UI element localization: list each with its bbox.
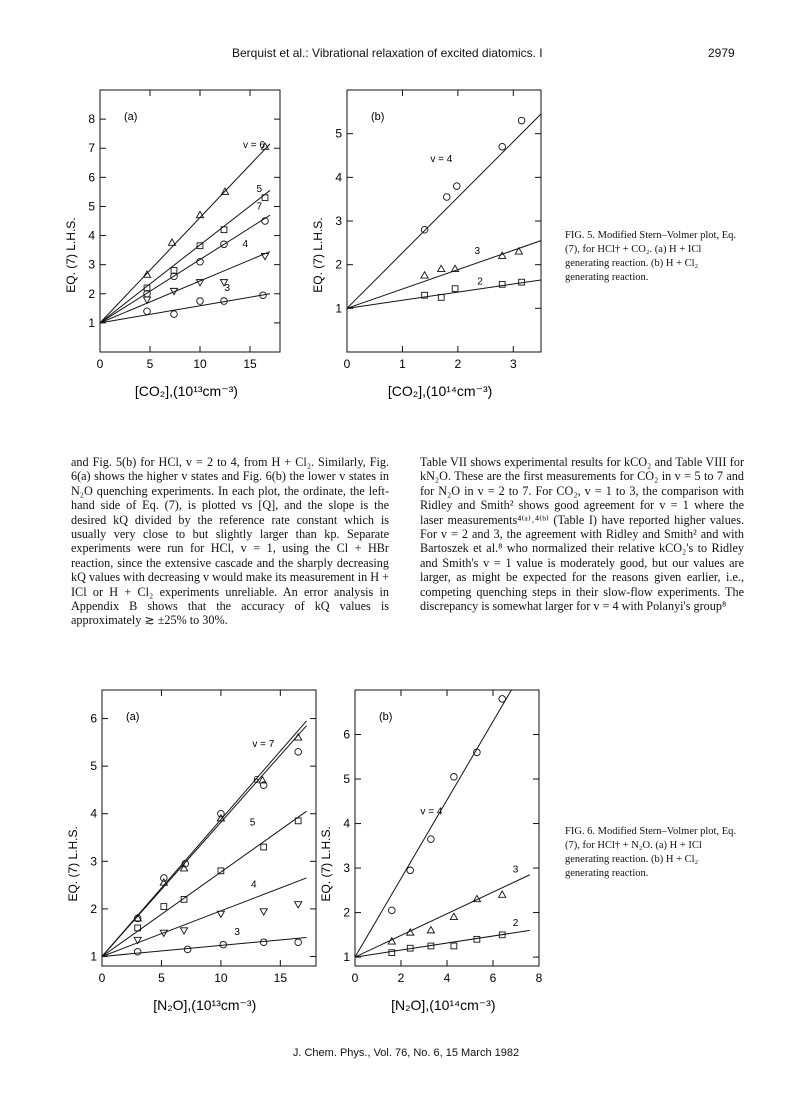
data-point-circle: [184, 946, 191, 953]
right-paragraph: Table VII shows experimental results for kCO₂ and Table VIII for kN₂O. These are the first measurements for CO₂ in v = 5 to 7 and for N₂O in v = 2 to 7. For CO₂, v = 1 to 3, the comparison with Ridley and Smith² shows good agreement for v = 1 where the laser measurements⁴⁽ᵃ⁾˒⁴⁽ᵇ⁾ (Table I) have reported higher values. For v = 2 and 3, the agreement with Ridley and Smith² and with Bartoszek et al.⁸ who normalized their relative kCO₂'s to Ridley and Smith's v = 1 value is moderately good, but our values are larger, as might be expected for the reasons given earlier, i.e., competing quenching steps in their slow-flow experiments. The discrepancy is somewhat larger for v = 4 with Polanyi's group⁸: [420, 455, 744, 614]
fit-line: [100, 294, 270, 323]
series-label: 3: [512, 864, 519, 876]
y-tick-label: 6: [343, 727, 350, 742]
fit-line: [100, 144, 270, 323]
data-series: [102, 927, 306, 956]
data-point-circle: [171, 311, 178, 318]
y-axis-label: EQ. (7) L.H.S.: [64, 217, 78, 293]
data-point-square: [161, 904, 167, 910]
series-label: 2: [477, 276, 483, 288]
panel-label: (b): [379, 711, 393, 723]
y-tick-label: 1: [88, 315, 95, 330]
data-series: [102, 726, 306, 957]
series-label: 4: [250, 879, 257, 891]
data-point-circle: [518, 117, 525, 124]
fit-line: [355, 930, 530, 957]
data-series: [347, 276, 541, 308]
data-point-circle: [407, 867, 414, 874]
x-tick-label: 5: [158, 971, 165, 985]
data-point-inverted-triangle: [260, 909, 267, 915]
data-series: [102, 878, 306, 957]
data-point-triangle: [499, 891, 506, 897]
data-point-circle: [134, 948, 141, 955]
y-tick-label: 7: [88, 141, 95, 156]
y-tick-label: 4: [335, 170, 342, 185]
journal-footer: J. Chem. Phys., Vol. 76, No. 6, 15 March 1982: [292, 1047, 520, 1059]
data-series: [355, 865, 530, 958]
series-label: v = 4: [420, 806, 443, 818]
fit-line: [102, 726, 306, 957]
data-point-circle: [260, 939, 267, 946]
running-title: Berquist et al.: Vibrational relaxation of excited diatomics. I: [232, 46, 543, 60]
data-point-triangle: [438, 265, 445, 271]
data-point-circle: [144, 290, 151, 297]
series-label: v = 6: [243, 140, 265, 152]
y-tick-label: 4: [88, 228, 95, 243]
data-point-circle: [389, 907, 396, 914]
x-axis-label: [CO₂],(10¹⁴cm⁻³): [387, 383, 493, 399]
data-point-circle: [421, 226, 428, 233]
data-series: [100, 239, 270, 323]
y-tick-label: 5: [90, 759, 97, 774]
plot-frame: [102, 690, 316, 966]
panel-label: (a): [126, 711, 140, 723]
figure-6b-plot: [309, 688, 549, 1028]
plot-frame: [347, 90, 541, 352]
x-tick-label: 2: [454, 357, 462, 371]
panel-label: (b): [371, 111, 385, 123]
series-label: 5: [249, 817, 256, 829]
series-label: 5: [256, 183, 262, 195]
figure-6a-plot: [60, 688, 326, 1028]
y-tick-label: 6: [88, 170, 95, 185]
data-point-square: [261, 844, 267, 850]
y-tick-label: 4: [343, 816, 350, 831]
x-axis-label: [N₂O],(10¹⁴cm⁻³): [391, 997, 496, 1013]
series-label: v = 4: [430, 154, 453, 166]
data-point-square: [171, 268, 177, 274]
panel-label: (a): [124, 111, 138, 123]
fit-line: [102, 811, 306, 956]
data-point-circle: [443, 194, 450, 201]
y-tick-label: 5: [335, 126, 342, 141]
series-label: 7: [256, 201, 262, 213]
data-point-square: [474, 936, 480, 942]
y-tick-label: 4: [90, 806, 97, 821]
text-column-left: [71, 455, 389, 628]
x-tick-label: 0: [351, 971, 359, 985]
x-tick-label: 0: [96, 357, 104, 371]
x-tick-label: 15: [273, 971, 288, 985]
fit-line: [355, 690, 511, 957]
left-paragraph: and Fig. 5(b) for HCl, v = 2 to 4, from H + Cl₂. Similarly, Fig. 6(a) shows the higher v states and Fig. 6(b) the lower v states in N₂O quenching experiments. In each plot, the ordinate, the left-hand side of Eq. (7), is plotted vs [Q], and the slope is the desired kQ divided by the reference rate constant which is usually very close to but slightly larger than kp. Separate experiments were run for HCl, v = 1, using the Cl + HBr reaction, since the extensive cascade and the sharply decreasing kQ values with decreasing v would make its measurement in H + ICl or H + Cl₂ experiments unreliable. An error analysis in Appendix B shows that the accuracy of kQ values is approximately ≳ ±25% to 30%.: [71, 455, 389, 628]
data-point-circle: [161, 875, 168, 882]
y-tick-label: 3: [335, 214, 342, 228]
data-point-square: [451, 943, 457, 949]
plot-frame: [355, 690, 539, 966]
data-point-square: [389, 950, 395, 956]
data-point-circle: [295, 939, 302, 946]
data-point-triangle: [421, 272, 428, 278]
x-tick-label: 2: [397, 971, 405, 985]
x-tick-label: 8: [535, 971, 543, 985]
y-tick-label: 5: [343, 772, 350, 787]
fit-line: [100, 215, 270, 323]
data-series: [100, 184, 270, 323]
y-tick-label: 3: [343, 861, 350, 876]
y-tick-label: 2: [343, 905, 350, 920]
data-point-circle: [453, 183, 460, 190]
y-tick-label: 5: [88, 199, 95, 214]
series-label: 4: [242, 239, 248, 251]
data-point-circle: [144, 308, 151, 315]
y-tick-label: 8: [88, 112, 95, 127]
series-label: 3: [224, 282, 230, 294]
data-point-triangle: [427, 927, 434, 933]
y-tick-label: 3: [90, 854, 97, 869]
data-point-circle: [218, 810, 225, 817]
fit-line: [100, 190, 270, 322]
x-tick-label: 0: [343, 357, 351, 371]
y-tick-label: 1: [343, 950, 350, 965]
x-tick-label: 5: [146, 357, 154, 371]
x-tick-label: 0: [98, 971, 106, 985]
x-tick-label: 3: [509, 357, 517, 371]
data-point-circle: [499, 696, 506, 703]
x-tick-label: 6: [489, 971, 497, 985]
series-label: 2: [512, 917, 519, 929]
fit-line: [347, 114, 541, 308]
text-column-right: [420, 455, 744, 613]
y-tick-label: 1: [90, 949, 97, 964]
running-header: [0, 46, 812, 66]
data-series: [102, 811, 306, 956]
figure-5b-plot: [305, 88, 548, 410]
y-tick-label: 6: [90, 711, 97, 726]
figure-6-caption: FIG. 6. Modified Stern–Volmer plot, Eq. (7), for HCl† + N₂O. (a) H + ICl generating reaction. (b) H + Cl₂ generating reaction.: [565, 826, 737, 879]
y-axis-label: EQ. (7) L.H.S.: [311, 217, 325, 293]
fit-line: [355, 875, 530, 957]
x-axis-label: [CO₂],(10¹³cm⁻³): [134, 383, 238, 399]
data-series: [355, 918, 530, 957]
x-axis-label: [N₂O],(10¹³cm⁻³): [153, 997, 257, 1013]
y-tick-label: 1: [335, 301, 342, 316]
series-label: 3: [474, 245, 481, 257]
plot-frame: [100, 90, 280, 352]
x-tick-label: 4: [443, 971, 451, 985]
x-tick-label: 10: [214, 971, 228, 985]
figure-5-caption: FIG. 5. Modified Stern–Volmer plot, Eq. (7), for HCl† + CO₂. (a) H + ICl generating reaction. (b) H + Cl₂ generating reaction.: [565, 230, 737, 283]
data-point-circle: [451, 774, 458, 781]
y-tick-label: 3: [88, 257, 95, 272]
x-tick-label: 10: [193, 357, 207, 371]
page-number: 2979: [708, 46, 735, 60]
data-point-square: [452, 286, 458, 292]
x-tick-label: 1: [399, 357, 406, 371]
y-tick-label: 2: [88, 286, 95, 301]
data-point-inverted-triangle: [295, 902, 302, 908]
series-label: 3: [234, 927, 240, 939]
y-axis-label: EQ. (7) L.H.S.: [66, 826, 80, 902]
data-point-circle: [197, 298, 204, 305]
data-series: [355, 690, 511, 957]
fit-line: [102, 878, 306, 957]
fit-line: [102, 937, 306, 956]
data-point-circle: [295, 749, 302, 756]
y-tick-label: 2: [90, 901, 97, 916]
x-tick-label: 15: [243, 357, 257, 371]
series-label: 6: [253, 774, 259, 786]
series-label: v = 7: [252, 739, 275, 751]
data-point-circle: [428, 836, 435, 843]
data-point-square: [438, 295, 444, 301]
fit-line: [100, 252, 270, 323]
figure-5a-plot: [60, 88, 286, 410]
data-point-triangle: [450, 913, 457, 919]
data-point-inverted-triangle: [180, 928, 187, 934]
y-axis-label: EQ. (7) L.H.S.: [319, 826, 333, 902]
y-tick-label: 2: [335, 257, 342, 272]
data-point-circle: [499, 143, 506, 150]
data-series: [347, 114, 541, 308]
